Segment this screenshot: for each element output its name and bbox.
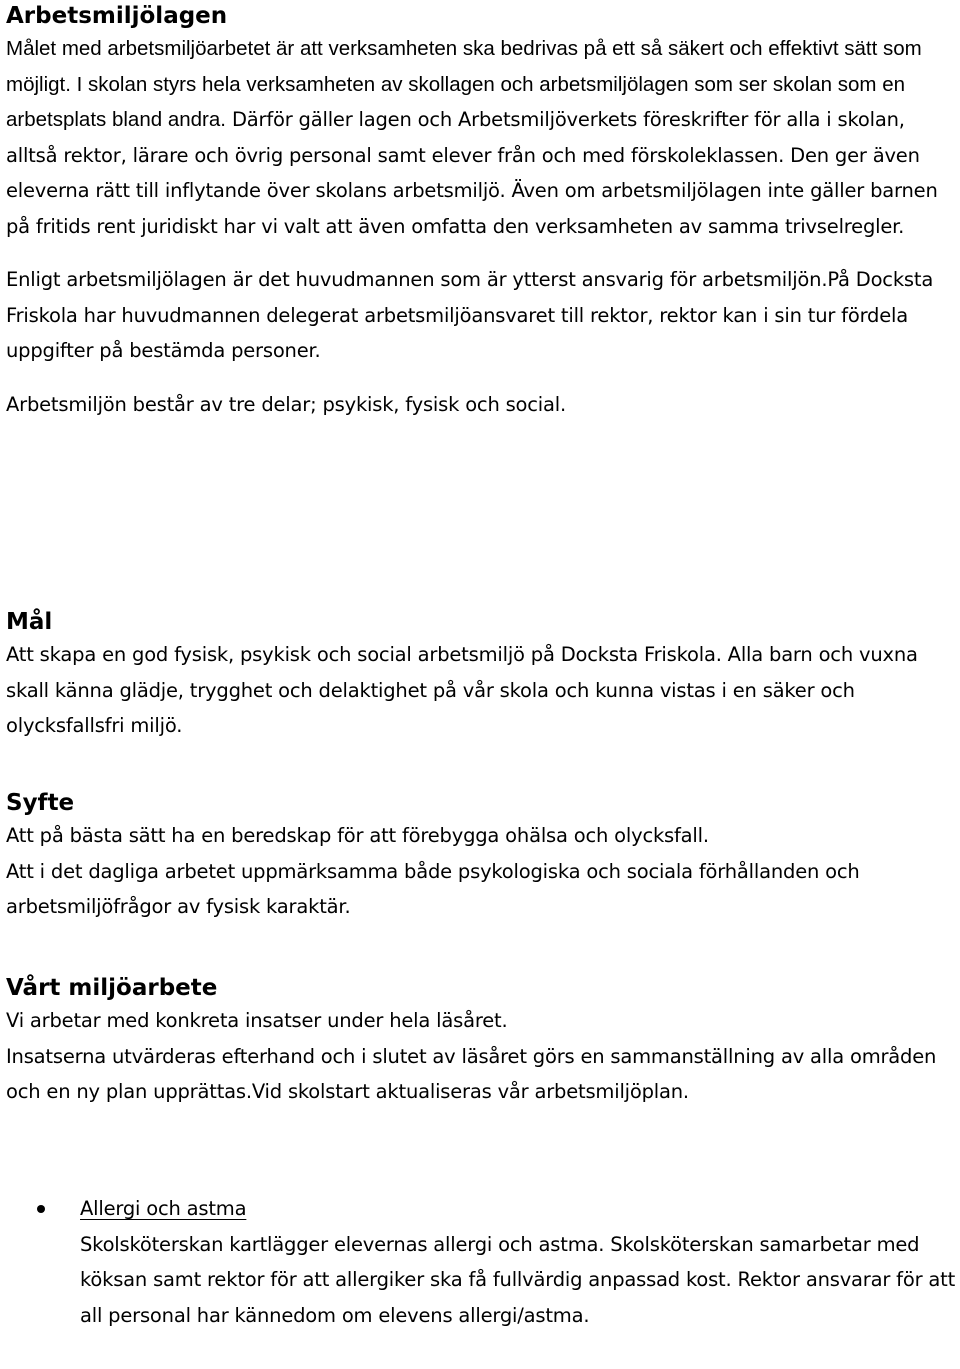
heading-arbetsmiljolagen: Arbetsmiljölagen: [6, 3, 228, 29]
paragraph-miljoarbete-2: Insatserna utvärderas efterhand och i slutet av läsåret görs en sammanställning av alla områden och en ny plan upprättas.Vid skolstart aktualiseras vår arbetsmiljöplan.: [6, 1044, 937, 1103]
paragraph-intro-lead: Målet med arbetsmiljöarbetet är att verksamheten ska bedrivas på ett så säkert och effektivt sätt som möjligt. I skolan styrs hela verksamheten av skollagen och arbetsmiljölagen som ser skolan som en arbetsplats bland andra.: [6, 37, 922, 131]
paragraph-mal: Att skapa en god fysisk, psykisk och social arbetsmiljö på Docksta Friskola. Alla barn och vuxna skall känna glädje, trygghet och delaktighet på vår skola och kunna vistas i en säker och olycksfallsfri miljö.: [6, 643, 918, 737]
heading-miljoarbete: Vårt miljöarbete: [6, 975, 218, 1001]
paragraph-intro: [6, 31, 960, 244]
paragraph-tre-delar: Arbetsmiljön består av tre delar; psykisk, fysisk och social.: [6, 392, 566, 416]
paragraph-syfte-2: Att i det dagliga arbetet uppmärksamma både psykologiska och sociala förhållanden och arbetsmiljöfrågor av fysisk karaktär.: [6, 859, 860, 918]
section-arbetsmiljolagen: [6, 0, 960, 422]
paragraph-intro-rest: Därför gäller lagen och Arbetsmiljöverkets föreskrifter för alla i skolan, alltså rektor, lärare och övrig personal samt elever från och med förskoleklassen. Den ger även eleverna rätt till inflytande över skolans arbetsmiljö. Även om arbetsmiljölagen inte gäller barnen på fritids rent juridiskt har vi valt att även omfatta den verksamheten av samma trivselregler.: [6, 108, 938, 238]
paragraph-syfte-1: Att på bästa sätt ha en beredskap för att förebygga ohälsa och olycksfall.: [6, 824, 709, 847]
heading-syfte: Syfte: [6, 790, 75, 816]
section-mal: [6, 607, 960, 744]
spacer: [6, 244, 960, 262]
paragraph-miljoarbete-1: Vi arbetar med konkreta insatser under hela läsåret.: [6, 1009, 508, 1032]
section-syfte: [6, 788, 960, 925]
section-miljoarbete: [6, 973, 960, 1110]
bullet-text: Skolsköterskan kartlägger elevernas allergi och astma. Skolsköterskan samarbetar med köksan samt rektor för att allergiker ska få fullvärdig anpassad kost. Rektor ansvarar för att all personal har kännedom om elevens allergi/astma.: [80, 1232, 956, 1327]
bullet-dot-icon: [37, 1205, 45, 1213]
heading-mal: Mål: [6, 609, 53, 635]
bullet-title: Allergi och astma: [80, 1197, 247, 1220]
list-item: [6, 1191, 960, 1333]
paragraph-huvudmannen: Enligt arbetsmiljölagen är det huvudmannen som är ytterst ansvarig för arbetsmiljön.På Docksta Friskola har huvudmannen delegerat arbetsmiljöansvaret till rektor, rektor kan i sin tur fördela uppgifter på bestämda personer.: [6, 268, 934, 362]
bullet-list: [6, 1191, 960, 1333]
spacer: [6, 369, 960, 387]
